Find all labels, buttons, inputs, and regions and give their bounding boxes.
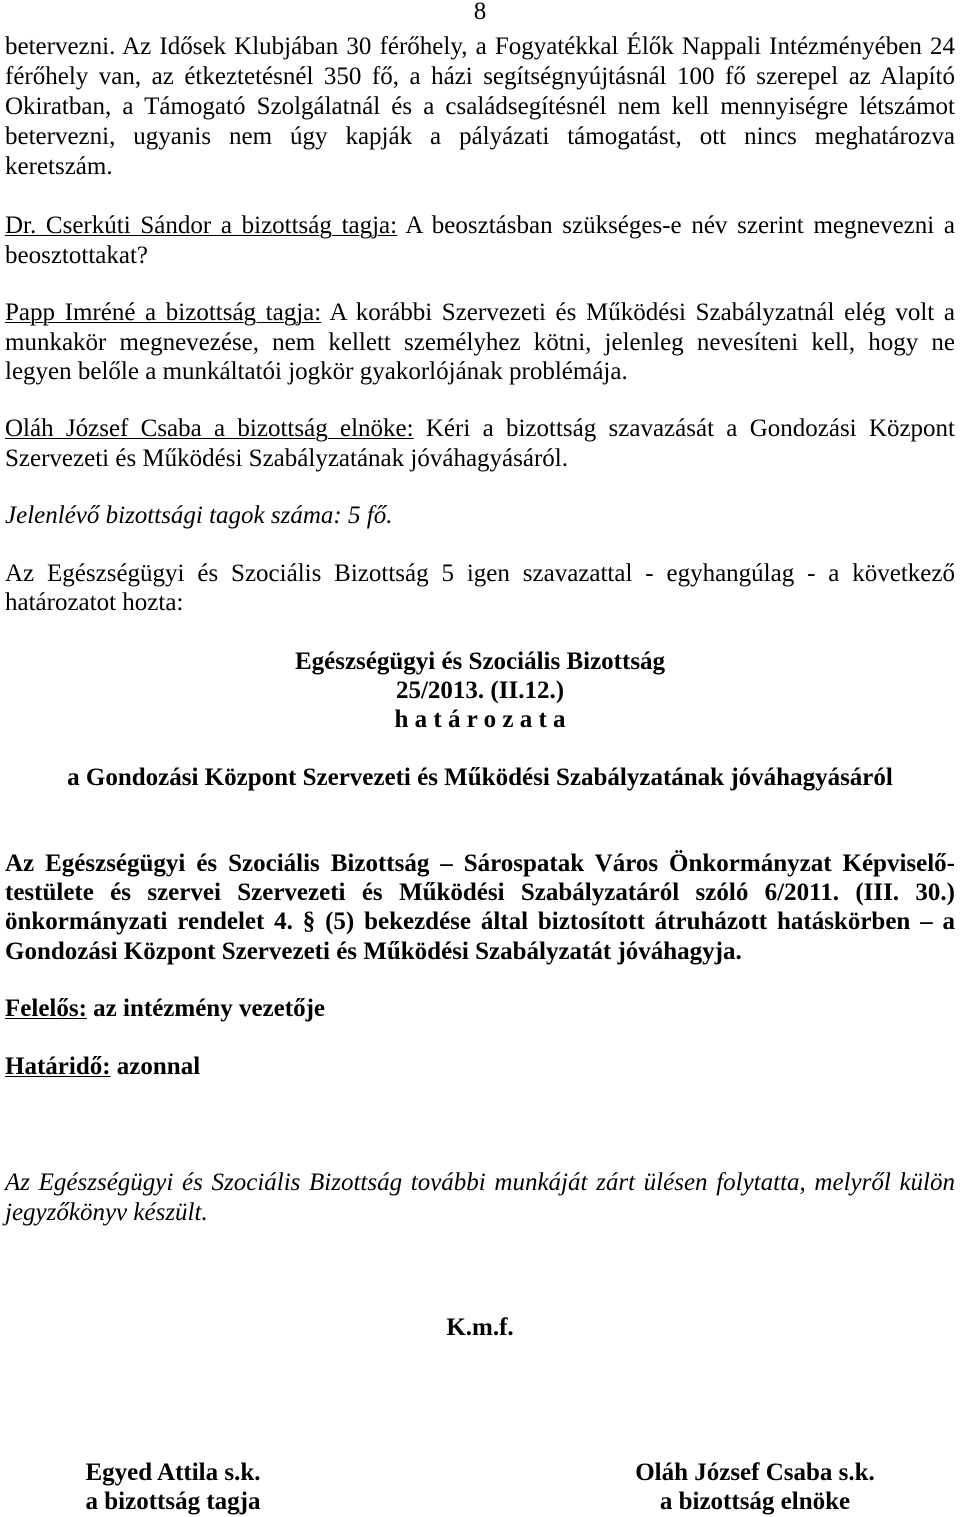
- resolution-body-line: önkormányzati rendelet 4. § (5) bekezdése által biztosított átruházott hatáskörben – a: [5, 908, 955, 935]
- remark-text: Kéri a bizottság szavazását a Gondozási Központ: [425, 415, 956, 442]
- paragraph-line: keretszám.: [5, 153, 113, 180]
- paragraph-line: Okiratban, a Támogató Szolgálatnál és a családsegítésnél nem kell mennyiségre létszámot: [5, 93, 955, 120]
- signature-name: Oláh József Csaba s.k.: [635, 1459, 875, 1486]
- deadline-label: Határidő:: [5, 1053, 111, 1080]
- resolution-body-line: testülete és szervei Szervezeti és Működési Szabályzatáról szóló 6/2011. (III. 30.): [5, 879, 955, 906]
- responsible-value: az intézmény vezetője: [93, 995, 325, 1022]
- remark-text: A korábbi Szervezeti és Működési Szabályzatnál elég volt a: [329, 299, 955, 326]
- signature-role: a bizottság elnöke: [659, 1488, 851, 1515]
- remark-first-line: [5, 298, 955, 328]
- paragraph-line: legyen belőle a munkáltatói jogkör gyakorlójának problémája.: [5, 358, 628, 385]
- paragraph-line: férőhely van, az étkeztetésnél 350 fő, a házi segítségnyújtásnál 100 fő szerepel az Alapító: [5, 63, 955, 90]
- remark-first-line: [5, 414, 955, 444]
- deadline-value: azonnal: [116, 1053, 201, 1080]
- resolution-body-line: Gondozási Központ Szervezeti és Működési Szabályzatát jóváhagyja.: [5, 938, 742, 965]
- paragraph-line: határozatot hozta:: [5, 589, 184, 616]
- paragraph-line: Az Egészségügyi és Szociális Bizottság további munkáját zárt ülésen folytatta, melyről külön: [5, 1169, 955, 1196]
- resolution-number: 25/2013. (II.12.): [395, 677, 565, 704]
- resolution-subject: a Gondozási Központ Szervezeti és Működési Szabályzatának jóváhagyásáról: [67, 764, 893, 791]
- speaker-name: Dr. Cserkúti Sándor a bizottság tagja:: [5, 212, 398, 239]
- responsible-label: Felelős:: [5, 995, 87, 1022]
- speaker-name: Papp Imréné a bizottság tagja:: [5, 299, 322, 326]
- signature-role: a bizottság tagja: [85, 1488, 261, 1515]
- kmf-mark: K.m.f.: [446, 1314, 514, 1341]
- paragraph-line: beosztottakat?: [5, 242, 148, 269]
- paragraph-line: jegyzőkönyv készült.: [5, 1199, 208, 1226]
- remark-text: A beosztásban szükséges-e név szerint megnevezni a: [405, 212, 955, 239]
- resolution-body-line: Az Egészségügyi és Szociális Bizottság – Sárospatak Város Önkormányzat Képviselő-: [5, 850, 955, 877]
- signature-name: Egyed Attila s.k.: [85, 1459, 261, 1486]
- paragraph-line: munkakör megnevezése, nem kellett személyhez kötni, jelenleg nevesíteni kell, hogy ne: [5, 329, 955, 356]
- page-number: 8: [473, 0, 487, 25]
- attendance-note: Jelenlévő bizottsági tagok száma: 5 fő.: [5, 502, 393, 529]
- speaker-name: Oláh József Csaba a bizottság elnöke:: [5, 415, 414, 442]
- paragraph-line: Szervezeti és Működési Szabályzatának jóváhagyásáról.: [5, 445, 568, 472]
- responsible-line: [5, 994, 955, 1024]
- deadline-line: [5, 1052, 955, 1082]
- paragraph-line: betervezni. Az Idősek Klubjában 30 férőhely, a Fogyatékkal Élők Nappali Intézményében 24: [5, 33, 955, 60]
- resolution-committee: Egészségügyi és Szociális Bizottság: [294, 648, 666, 675]
- remark-first-line: [5, 211, 955, 241]
- paragraph-line: Az Egészségügyi és Szociális Bizottság 5 igen szavazattal - egyhangúlag - a következő: [5, 560, 955, 587]
- paragraph-line: betervezni, ugyanis nem úgy kapják a pályázati támogatást, ott nincs meghatározva: [5, 123, 955, 150]
- resolution-heading: h a t á r o z a t a: [394, 706, 566, 733]
